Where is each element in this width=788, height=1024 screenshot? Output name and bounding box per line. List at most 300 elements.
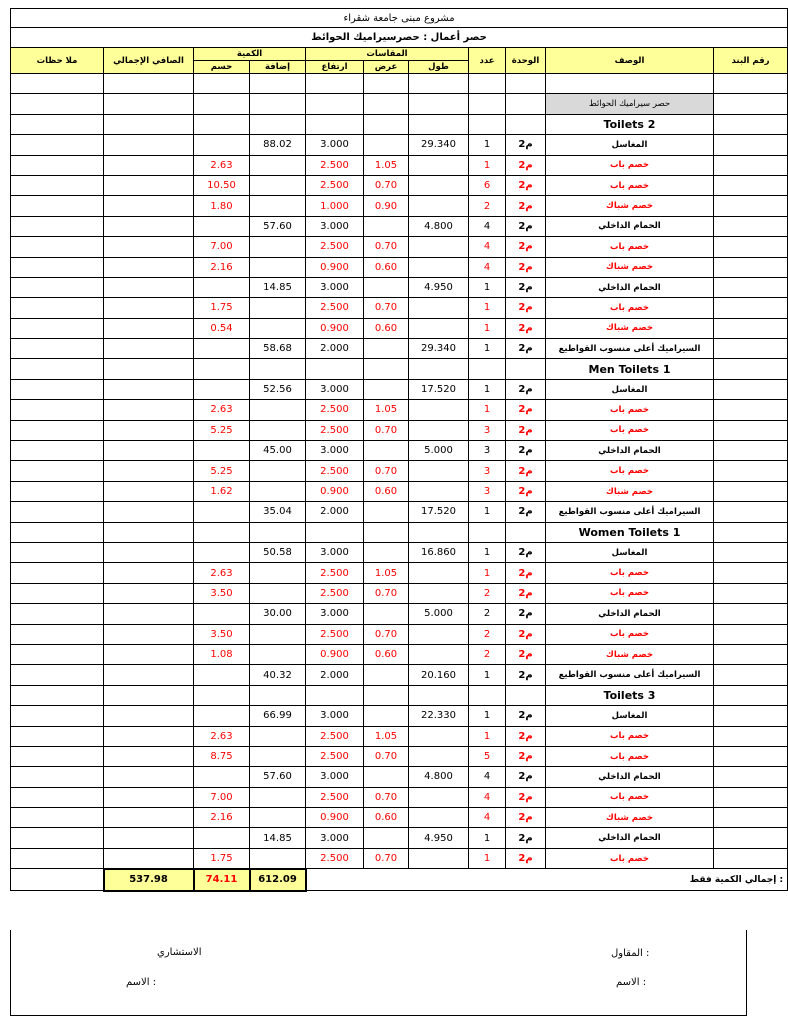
empty-cell xyxy=(250,359,306,379)
description-cell: خصم باب xyxy=(546,787,714,807)
col-length: طول xyxy=(409,61,469,74)
table-row xyxy=(11,318,788,338)
section-label: Toilets 3 xyxy=(546,685,714,705)
item-no-cell xyxy=(714,257,788,277)
empty-cell xyxy=(506,74,546,94)
unit-cell: م2 xyxy=(506,379,546,399)
description-cell: المغاسل xyxy=(546,379,714,399)
addition-cell xyxy=(250,237,306,257)
width-cell: 0.70 xyxy=(364,787,409,807)
addition-cell: 58.68 xyxy=(250,339,306,359)
table-row xyxy=(11,400,788,420)
height-cell: 3.000 xyxy=(306,135,364,155)
unit-cell: م2 xyxy=(506,787,546,807)
item-no-cell xyxy=(714,441,788,461)
addition-cell xyxy=(250,644,306,664)
width-cell: 0.70 xyxy=(364,848,409,868)
item-no-cell xyxy=(714,379,788,399)
empty-cell xyxy=(306,94,364,114)
notes-cell xyxy=(11,461,104,481)
deduction-cell: 2.16 xyxy=(194,808,250,828)
empty-cell xyxy=(194,94,250,114)
table-row xyxy=(11,828,788,848)
height-cell: 3.000 xyxy=(306,828,364,848)
width-cell: 0.60 xyxy=(364,481,409,501)
table-row xyxy=(11,175,788,195)
height-cell: 2.500 xyxy=(306,563,364,583)
height-cell: 2.500 xyxy=(306,787,364,807)
notes-cell xyxy=(11,644,104,664)
totals-label: إجمالي الكمية فقط : xyxy=(306,869,788,891)
table-row xyxy=(11,644,788,664)
table-row xyxy=(11,277,788,297)
contractor-name-label: الاسم : xyxy=(616,977,647,988)
height-cell: 2.500 xyxy=(306,746,364,766)
col-addition: إضافة xyxy=(250,61,306,74)
empty-cell xyxy=(469,94,506,114)
col-unit: الوحدة xyxy=(506,48,546,74)
deduction-cell xyxy=(194,441,250,461)
empty-cell xyxy=(409,522,469,542)
col-net: الصافي الإجمالي xyxy=(104,48,194,74)
empty-cell xyxy=(104,685,194,705)
unit-cell: م2 xyxy=(506,400,546,420)
description-cell: خصم باب xyxy=(546,298,714,318)
height-cell: 2.500 xyxy=(306,155,364,175)
unit-cell: م2 xyxy=(506,441,546,461)
net-cell xyxy=(104,257,194,277)
net-cell xyxy=(104,400,194,420)
count-cell: 1 xyxy=(469,155,506,175)
net-cell xyxy=(104,828,194,848)
count-cell: 1 xyxy=(469,848,506,868)
width-cell: 0.70 xyxy=(364,624,409,644)
empty-cell xyxy=(506,114,546,134)
net-cell xyxy=(104,175,194,195)
deduction-cell: 1.75 xyxy=(194,298,250,318)
table-row xyxy=(11,379,788,399)
net-cell xyxy=(104,420,194,440)
empty-cell xyxy=(364,94,409,114)
item-no-cell xyxy=(714,318,788,338)
deduction-cell: 3.50 xyxy=(194,624,250,644)
notes-cell xyxy=(11,828,104,848)
empty-cell xyxy=(506,94,546,114)
count-cell: 4 xyxy=(469,257,506,277)
notes-cell xyxy=(11,848,104,868)
empty-cell xyxy=(194,74,250,94)
length-cell: 4.950 xyxy=(409,828,469,848)
table-row xyxy=(11,706,788,726)
deduction-cell: 1.08 xyxy=(194,644,250,664)
empty-cell xyxy=(409,359,469,379)
total-net: 537.98 xyxy=(104,869,194,891)
height-cell: 2.000 xyxy=(306,339,364,359)
net-cell xyxy=(104,196,194,216)
notes-cell xyxy=(11,216,104,236)
height-cell: 3.000 xyxy=(306,706,364,726)
item-no-cell xyxy=(714,420,788,440)
description-cell: خصم شباك xyxy=(546,257,714,277)
width-cell: 0.70 xyxy=(364,420,409,440)
length-cell: 4.950 xyxy=(409,277,469,297)
addition-cell xyxy=(250,400,306,420)
table-row xyxy=(11,461,788,481)
length-cell xyxy=(409,155,469,175)
length-cell: 20.160 xyxy=(409,665,469,685)
table-row xyxy=(11,604,788,624)
height-cell: 2.500 xyxy=(306,237,364,257)
deduction-cell: 0.54 xyxy=(194,318,250,338)
count-cell: 4 xyxy=(469,767,506,787)
length-cell xyxy=(409,481,469,501)
height-cell: 3.000 xyxy=(306,604,364,624)
width-cell: 0.60 xyxy=(364,808,409,828)
net-cell xyxy=(104,277,194,297)
count-cell: 1 xyxy=(469,706,506,726)
addition-cell: 52.56 xyxy=(250,379,306,399)
notes-cell xyxy=(11,787,104,807)
count-cell: 4 xyxy=(469,787,506,807)
unit-cell: م2 xyxy=(506,542,546,562)
empty-cell xyxy=(306,359,364,379)
deduction-cell xyxy=(194,665,250,685)
length-cell xyxy=(409,175,469,195)
addition-cell: 45.00 xyxy=(250,441,306,461)
description-cell: خصم باب xyxy=(546,420,714,440)
deduction-cell: 2.63 xyxy=(194,563,250,583)
item-no-cell xyxy=(714,644,788,664)
unit-cell: م2 xyxy=(506,665,546,685)
section-heading-row xyxy=(11,94,788,114)
net-cell xyxy=(104,481,194,501)
addition-cell: 30.00 xyxy=(250,604,306,624)
item-no-cell xyxy=(714,339,788,359)
empty-cell xyxy=(250,114,306,134)
net-cell xyxy=(104,135,194,155)
count-cell: 1 xyxy=(469,135,506,155)
width-cell: 0.60 xyxy=(364,257,409,277)
notes-cell xyxy=(11,257,104,277)
unit-cell: م2 xyxy=(506,277,546,297)
width-cell xyxy=(364,767,409,787)
count-cell: 1 xyxy=(469,665,506,685)
count-cell: 2 xyxy=(469,644,506,664)
width-cell xyxy=(364,441,409,461)
count-cell: 1 xyxy=(469,726,506,746)
empty-cell xyxy=(364,685,409,705)
description-cell: خصم شباك xyxy=(546,481,714,501)
section-row xyxy=(11,685,788,705)
item-no-cell xyxy=(714,502,788,522)
deduction-cell: 1.75 xyxy=(194,848,250,868)
col-dimensions: المقاسات xyxy=(306,48,469,61)
description-cell: المغاسل xyxy=(546,135,714,155)
quantity-sheet xyxy=(10,8,784,892)
net-cell xyxy=(104,298,194,318)
item-no-cell xyxy=(714,277,788,297)
deduction-cell: 2.63 xyxy=(194,726,250,746)
empty-cell xyxy=(11,522,104,542)
count-cell: 6 xyxy=(469,175,506,195)
item-no-cell xyxy=(714,706,788,726)
addition-cell xyxy=(250,481,306,501)
section-heading: حصر سيراميك الحوائط xyxy=(546,94,714,114)
width-cell: 1.05 xyxy=(364,563,409,583)
table-row xyxy=(11,196,788,216)
width-cell xyxy=(364,665,409,685)
unit-cell: م2 xyxy=(506,298,546,318)
unit-cell: م2 xyxy=(506,420,546,440)
length-cell: 22.330 xyxy=(409,706,469,726)
notes-cell xyxy=(11,155,104,175)
length-cell xyxy=(409,583,469,603)
net-cell xyxy=(104,808,194,828)
count-cell: 5 xyxy=(469,746,506,766)
width-cell: 0.70 xyxy=(364,298,409,318)
col-item-no: رقم البند xyxy=(714,48,788,74)
notes-cell xyxy=(11,237,104,257)
table-row xyxy=(11,257,788,277)
deduction-cell xyxy=(194,706,250,726)
length-cell: 4.800 xyxy=(409,216,469,236)
item-no-cell xyxy=(714,135,788,155)
deduction-cell: 8.75 xyxy=(194,746,250,766)
empty-cell xyxy=(469,685,506,705)
total-addition: 612.09 xyxy=(250,869,306,891)
empty-cell xyxy=(714,522,788,542)
length-cell xyxy=(409,563,469,583)
description-cell: خصم باب xyxy=(546,848,714,868)
col-height: ارتفاع xyxy=(306,61,364,74)
length-cell xyxy=(409,420,469,440)
unit-cell: م2 xyxy=(506,502,546,522)
width-cell xyxy=(364,706,409,726)
unit-cell: م2 xyxy=(506,481,546,501)
unit-cell: م2 xyxy=(506,135,546,155)
height-cell: 0.900 xyxy=(306,644,364,664)
deduction-cell: 3.50 xyxy=(194,583,250,603)
addition-cell: 35.04 xyxy=(250,502,306,522)
notes-cell xyxy=(11,726,104,746)
table-row xyxy=(11,135,788,155)
addition-cell: 14.85 xyxy=(250,828,306,848)
width-cell: 1.05 xyxy=(364,726,409,746)
item-no-cell xyxy=(714,604,788,624)
length-cell: 17.520 xyxy=(409,502,469,522)
description-cell: السيراميك أعلى منسوب القواطيع xyxy=(546,339,714,359)
width-cell: 0.70 xyxy=(364,746,409,766)
length-cell: 5.000 xyxy=(409,441,469,461)
notes-cell xyxy=(11,563,104,583)
deduction-cell xyxy=(194,502,250,522)
width-cell xyxy=(364,604,409,624)
deduction-cell: 10.50 xyxy=(194,175,250,195)
unit-cell: م2 xyxy=(506,808,546,828)
empty-cell xyxy=(469,74,506,94)
addition-cell xyxy=(250,787,306,807)
height-cell: 3.000 xyxy=(306,277,364,297)
height-cell: 2.500 xyxy=(306,400,364,420)
length-cell: 29.340 xyxy=(409,135,469,155)
empty-cell xyxy=(250,94,306,114)
col-count: عدد xyxy=(469,48,506,74)
empty-cell xyxy=(11,114,104,134)
description-cell: الحمام الداخلي xyxy=(546,441,714,461)
deduction-cell xyxy=(194,339,250,359)
notes-cell xyxy=(11,808,104,828)
table-row xyxy=(11,502,788,522)
col-width: عرض xyxy=(364,61,409,74)
notes-cell xyxy=(11,318,104,338)
empty-cell xyxy=(104,522,194,542)
description-cell: الحمام الداخلي xyxy=(546,828,714,848)
empty-cell xyxy=(194,522,250,542)
empty-cell xyxy=(250,522,306,542)
empty-cell xyxy=(364,74,409,94)
height-cell: 2.500 xyxy=(306,848,364,868)
count-cell: 1 xyxy=(469,400,506,420)
empty-cell xyxy=(469,522,506,542)
empty-cell xyxy=(409,114,469,134)
project-title: مشروع مبنى جامعة شقراء xyxy=(11,9,788,28)
length-cell xyxy=(409,461,469,481)
description-cell: خصم باب xyxy=(546,155,714,175)
height-cell: 0.900 xyxy=(306,318,364,338)
net-cell xyxy=(104,461,194,481)
count-cell: 3 xyxy=(469,441,506,461)
width-cell xyxy=(364,216,409,236)
empty-cell xyxy=(104,74,194,94)
unit-cell: م2 xyxy=(506,706,546,726)
col-quantity: الكمية xyxy=(194,48,306,61)
description-cell: خصم شباك xyxy=(546,808,714,828)
net-cell xyxy=(104,542,194,562)
description-cell: المغاسل xyxy=(546,542,714,562)
addition-cell: 57.60 xyxy=(250,216,306,236)
net-cell xyxy=(104,216,194,236)
unit-cell: م2 xyxy=(506,216,546,236)
empty-cell xyxy=(104,114,194,134)
unit-cell: م2 xyxy=(506,767,546,787)
net-cell xyxy=(104,746,194,766)
empty-cell xyxy=(506,522,546,542)
count-cell: 2 xyxy=(469,604,506,624)
empty-cell xyxy=(409,94,469,114)
signature-footer xyxy=(10,930,747,1016)
height-cell: 2.500 xyxy=(306,298,364,318)
table-row xyxy=(11,339,788,359)
net-cell xyxy=(104,848,194,868)
notes-cell xyxy=(11,135,104,155)
boq-table xyxy=(10,8,788,892)
description-cell: خصم باب xyxy=(546,237,714,257)
item-no-cell xyxy=(714,481,788,501)
deduction-cell xyxy=(194,216,250,236)
notes-cell xyxy=(11,481,104,501)
description-cell: خصم شباك xyxy=(546,644,714,664)
table-row xyxy=(11,481,788,501)
length-cell xyxy=(409,726,469,746)
deduction-cell xyxy=(194,135,250,155)
width-cell: 1.05 xyxy=(364,400,409,420)
col-notes: ملا حظات xyxy=(11,48,104,74)
unit-cell: م2 xyxy=(506,339,546,359)
description-cell: خصم باب xyxy=(546,563,714,583)
height-cell: 2.500 xyxy=(306,624,364,644)
notes-cell xyxy=(11,583,104,603)
empty-cell xyxy=(506,359,546,379)
addition-cell xyxy=(250,318,306,338)
item-no-cell xyxy=(714,461,788,481)
deduction-cell: 2.63 xyxy=(194,155,250,175)
table-row xyxy=(11,787,788,807)
height-cell: 0.900 xyxy=(306,481,364,501)
unit-cell: م2 xyxy=(506,196,546,216)
net-cell xyxy=(104,563,194,583)
height-cell: 2.500 xyxy=(306,175,364,195)
height-cell: 3.000 xyxy=(306,767,364,787)
table-row xyxy=(11,298,788,318)
notes-cell xyxy=(11,400,104,420)
section-row xyxy=(11,522,788,542)
deduction-cell: 7.00 xyxy=(194,787,250,807)
deduction-cell: 2.16 xyxy=(194,257,250,277)
section-label: Women Toilets 1 xyxy=(546,522,714,542)
deduction-cell: 1.62 xyxy=(194,481,250,501)
count-cell: 1 xyxy=(469,298,506,318)
description-cell: السيراميك أعلى منسوب القواطيع xyxy=(546,502,714,522)
item-no-cell xyxy=(714,175,788,195)
table-row xyxy=(11,563,788,583)
count-cell: 2 xyxy=(469,583,506,603)
addition-cell xyxy=(250,583,306,603)
count-cell: 1 xyxy=(469,339,506,359)
totals-row xyxy=(11,869,788,891)
empty-cell xyxy=(250,74,306,94)
item-no-cell xyxy=(714,726,788,746)
net-cell xyxy=(104,665,194,685)
unit-cell: م2 xyxy=(506,848,546,868)
description-cell: خصم باب xyxy=(546,726,714,746)
count-cell: 1 xyxy=(469,318,506,338)
addition-cell xyxy=(250,155,306,175)
height-cell: 2.500 xyxy=(306,420,364,440)
description-cell: خصم باب xyxy=(546,583,714,603)
length-cell: 5.000 xyxy=(409,604,469,624)
count-cell: 3 xyxy=(469,420,506,440)
col-description: الوصف xyxy=(546,48,714,74)
height-cell: 3.000 xyxy=(306,379,364,399)
notes-cell xyxy=(11,604,104,624)
addition-cell: 14.85 xyxy=(250,277,306,297)
empty-cell xyxy=(250,685,306,705)
empty-cell xyxy=(469,359,506,379)
item-no-cell xyxy=(714,155,788,175)
notes-cell xyxy=(11,665,104,685)
width-cell: 0.60 xyxy=(364,318,409,338)
length-cell xyxy=(409,237,469,257)
empty-cell xyxy=(546,74,714,94)
description-cell: السيراميك أعلى منسوب القواطيع xyxy=(546,665,714,685)
item-no-cell xyxy=(714,767,788,787)
width-cell: 0.60 xyxy=(364,644,409,664)
empty-cell xyxy=(364,522,409,542)
length-cell xyxy=(409,787,469,807)
addition-cell xyxy=(250,420,306,440)
count-cell: 1 xyxy=(469,502,506,522)
consultant-label: الاستشاري xyxy=(157,947,202,958)
